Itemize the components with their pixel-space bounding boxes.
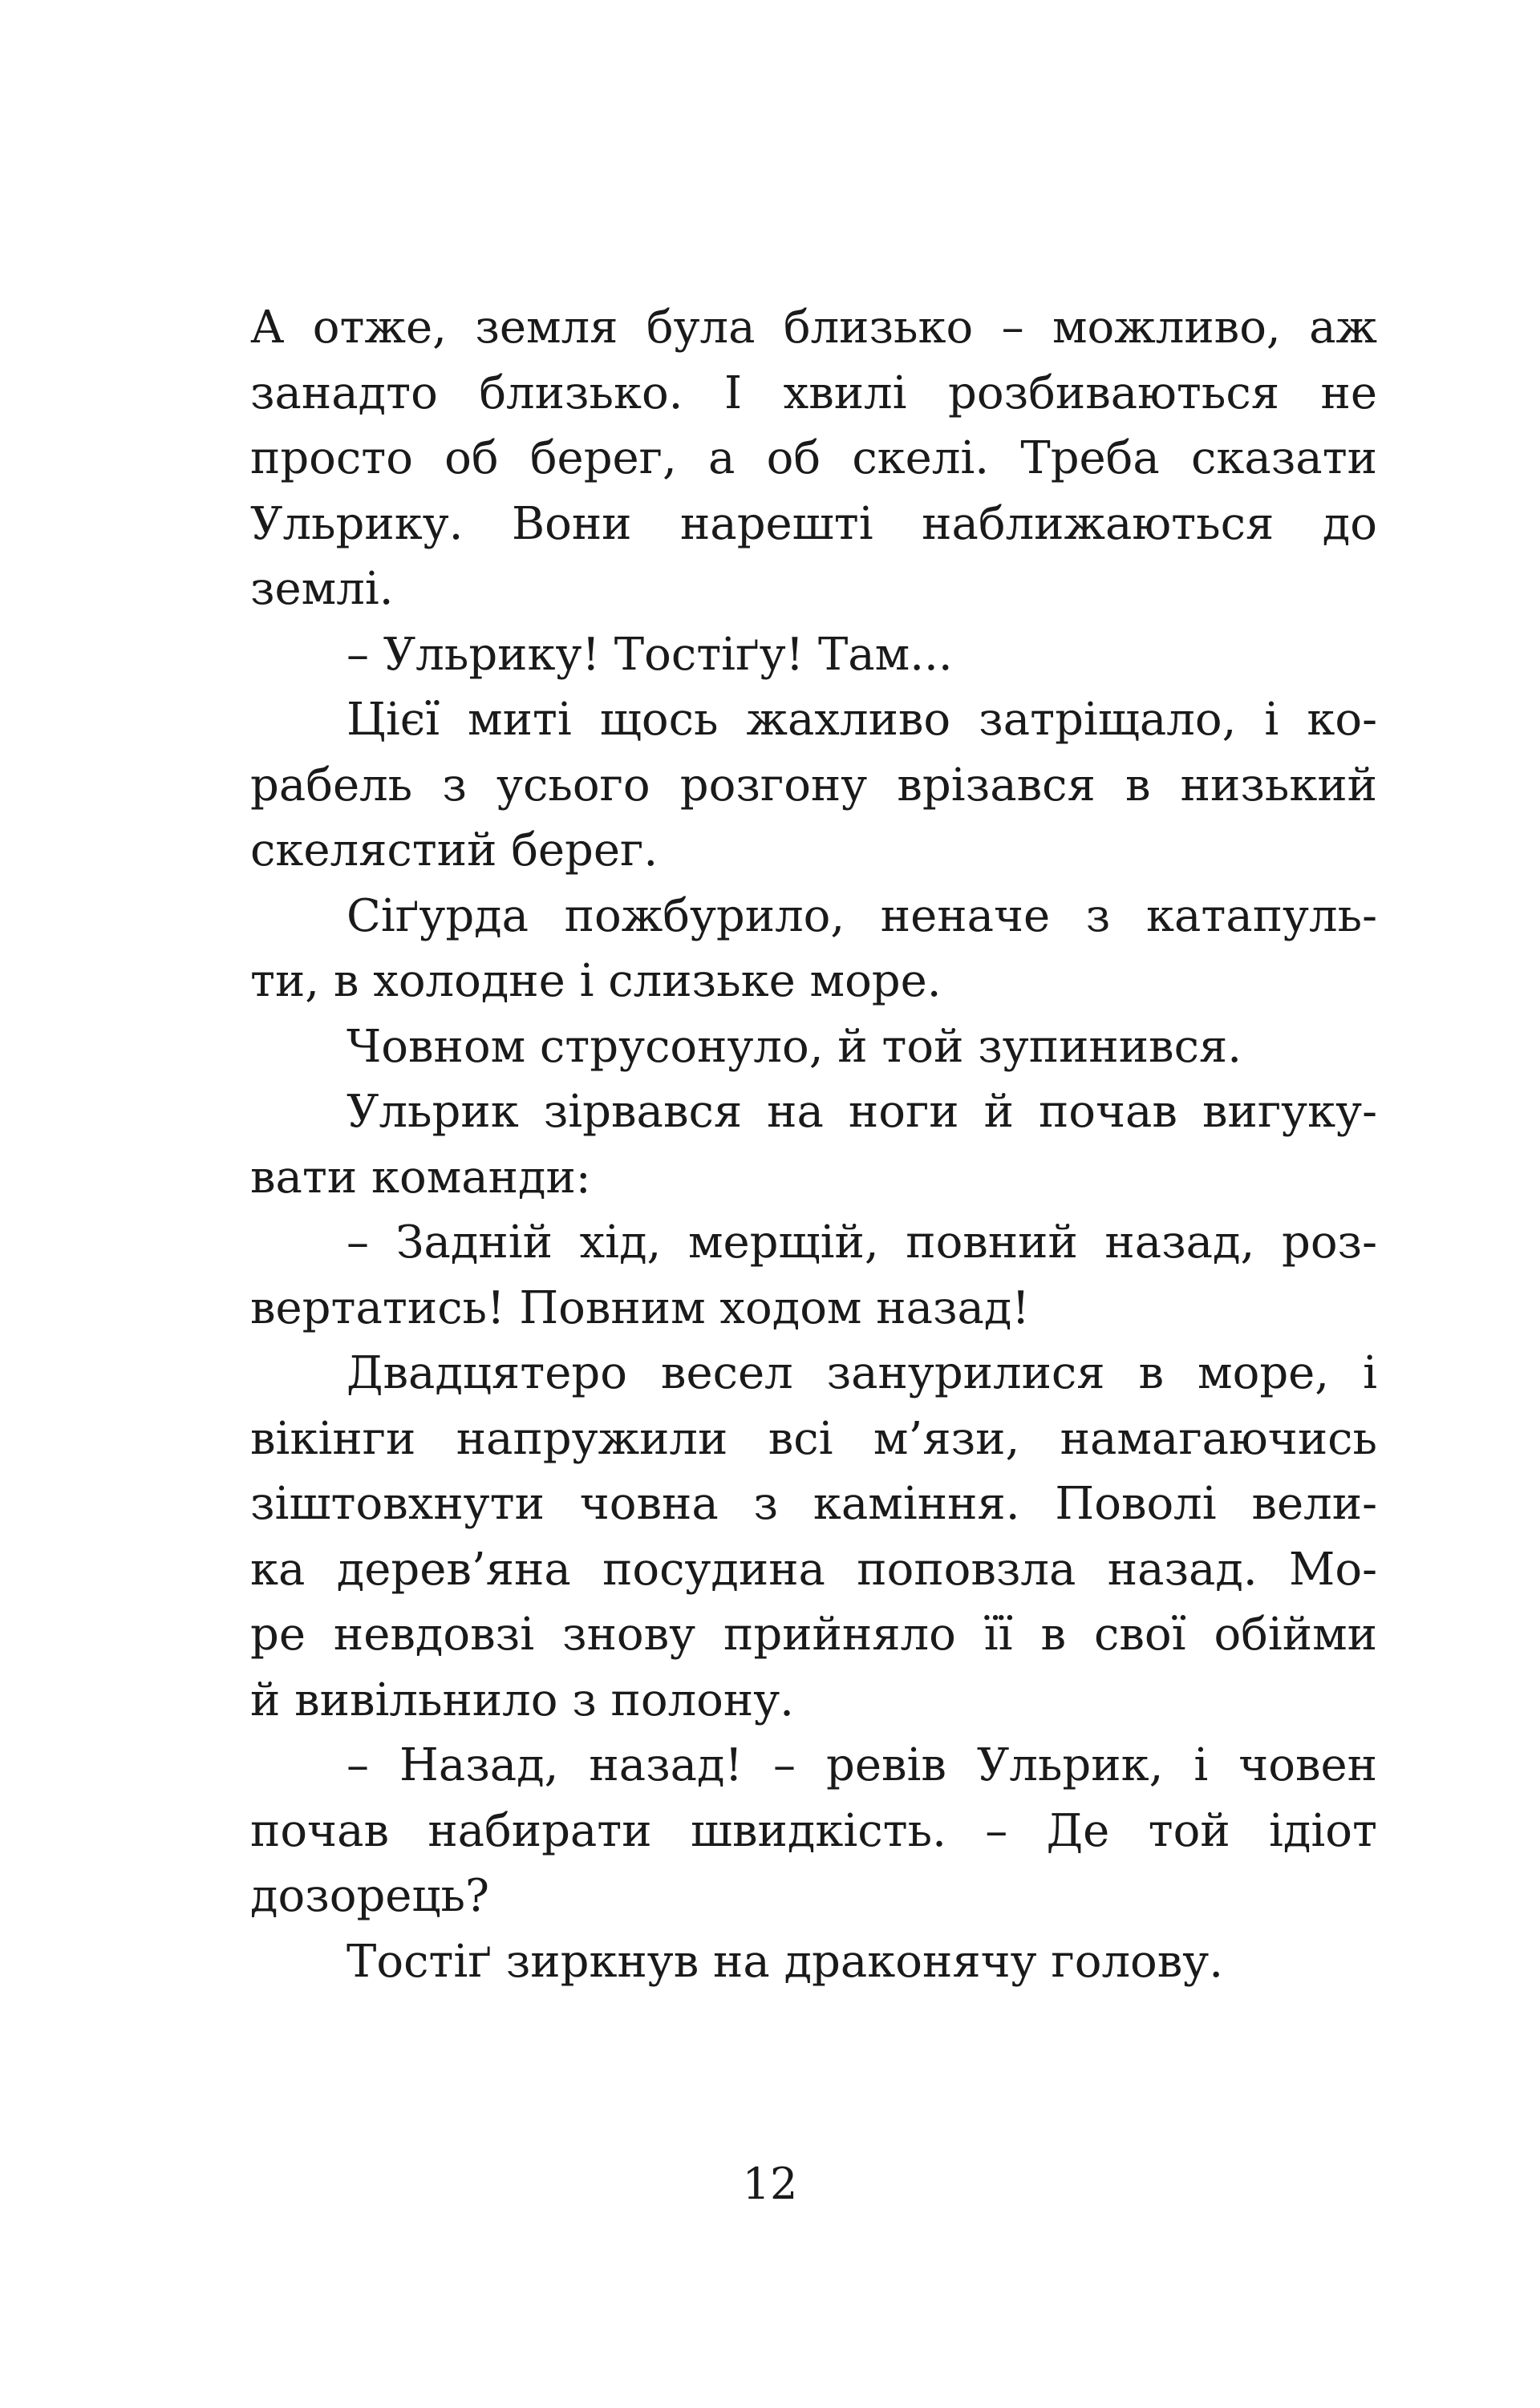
text-line: ти, в холодне і слизьке море. [250, 955, 942, 1007]
text-line: землі. [250, 563, 394, 615]
text-line: ка дерев’яна посудина поповзла назад. Мо- [250, 1543, 1377, 1596]
text-line: Ульрику. Вони нарешті наближаються до [250, 497, 1377, 550]
text-line: – Задній хід, мерщій, повний назад, роз- [346, 1216, 1377, 1269]
text-line: занадто близько. І хвилі розбиваються не [250, 366, 1377, 419]
text-line: й вивільнило з полону. [250, 1673, 794, 1726]
body-text [250, 295, 1377, 1994]
text-line: вертатись! Повним ходом назад! [250, 1281, 1030, 1334]
text-line: просто об берег, а об скелі. Треба сказати [250, 432, 1377, 484]
text-line: Сіґурда пожбурило, неначе з катапуль- [346, 889, 1377, 942]
page-number: 12 [742, 2159, 798, 2209]
text-line: ре невдовзі знову прийняло її в свої обійми [250, 1609, 1377, 1661]
text-line: дозорець? [250, 1870, 489, 1922]
text-line: зіштовхнути човна з каміння. Поволі вели- [250, 1478, 1377, 1530]
text-line: Цієї миті щось жахливо затріщало, і ко- [346, 694, 1377, 746]
text-line: Ульрик зірвався на ноги й почав вигуку- [346, 1086, 1377, 1138]
text-line: Двадцятеро весел занурилися в море, і [346, 1347, 1377, 1399]
text-line: – Назад, назад! – ревів Ульрик, і човен [346, 1739, 1377, 1791]
text-line: – Ульрику! Тостіґу! Там... [346, 628, 953, 681]
text-line: вікінги напружили всі м’язи, намагаючись [250, 1412, 1377, 1465]
text-line: почав набирати швидкість. – Де той ідіот [250, 1804, 1377, 1857]
text-line: скелястий берег. [250, 824, 659, 876]
text-line: Тостіґ зиркнув на драконячу голову. [346, 1935, 1224, 1988]
text-line: вати команди: [250, 1151, 591, 1204]
text-line: рабель з усього розгону врізався в низький [250, 759, 1377, 811]
text-line: Човном струсонуло, й той зупинився. [346, 1020, 1242, 1073]
text-line: А отже, земля була близько – можливо, аж [250, 302, 1377, 354]
